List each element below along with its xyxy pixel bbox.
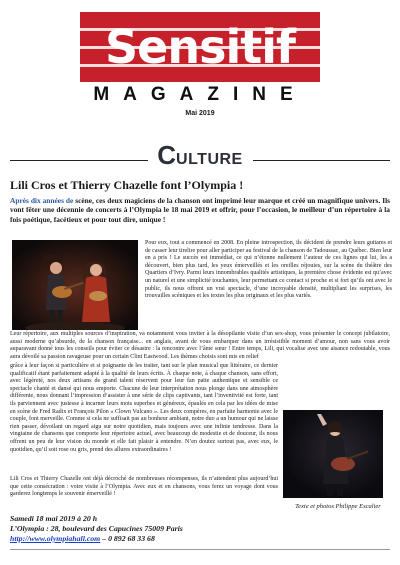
magazine-logo: [80, 12, 320, 82]
article-title: Lili Cros et Thierry Chazelle font l’Olympia !: [10, 178, 244, 192]
lead-intro: Après dix années de: [10, 196, 74, 205]
footer-rule: [10, 549, 390, 550]
section-rest: ULTURE: [176, 151, 243, 168]
event-date: Samedi 18 mai 2019 à 20 h: [10, 514, 98, 523]
logo-text: Sensitif: [105, 20, 295, 74]
issue-date: Mai 2019: [185, 110, 215, 117]
event-details: [10, 514, 300, 544]
article-paragraph-4: Lili Cros et Thierry Chazelle ont déjà décroché de nombreuses récompenses, ils n’attendent plus aujourd’hui que cette consécration : votre visite à l’Olympia. Avec eux et en chansons, vous ferez un voyage dont vous garderez longtemps le souvenir émerveillé !: [10, 476, 278, 498]
event-phone: – 0 892 68 33 68: [100, 534, 155, 543]
singer-illustration: [283, 410, 383, 498]
magazine-wordmark: MAGAZINE: [93, 84, 307, 105]
section-title: [0, 140, 400, 171]
event-venue: L’Olympia : 28, boulevard des Capucines 75009 Paris: [10, 524, 183, 533]
section-initial: C: [157, 140, 177, 170]
lead-rest: scène, ces deux magiciens de la chanson ont imprimé leur marque et créé un magnifique univers. Ils vont fêter une décennie de concerts à l’Olympia le 18 mai 2019 et offrir, pour l’occasion, le meilleur d’un répertoire à la fois poétique, facétieux et pour tout dire, unique !: [10, 196, 390, 224]
article-paragraph-2: Leur répertoire, aux multiples sources d’inspiration, va notamment vous inviter à la désopilante visite d’un sex-shop, vous présenter le concept jubilatoire, aussi moderne qu’absurde, de la chanson française... en anglais, avant de vous embarquer dans un irrésistible moment d’amour, non sans vous avoir auparavant donné tous les conseils pour éviter ce désastre : la rencontre avec l’âme sœur ! Entre temps, Lili, qui vocalise avec une aisance redoutable, vous aura dévoilé sa passion ravageuse pour un certain Clint Eastwood. Les thèmes choisis sont mis en relief: [10, 331, 390, 360]
article-lead: [10, 196, 390, 224]
event-contact: [10, 534, 300, 544]
singer-guitar-photo: [283, 410, 383, 498]
article-paragraph-1: Pour eux, tout a commencé en 2008. En pleine introspection, ils décident de prendre leurs guitares et de casser leur tirelire pour aller participer au festival de la chanson de Tadoussac, au Québec. Bien leur en a pris ! Le succès est immédiat, ce qui n’étonne nullement l’auteur de ces lignes qui lui, les a découvert, bien plus tard, les yeux émerveillés et les oreilles réjouies, sur la scène du théâtre des Quartiers d’Ivry. Parmi leurs innombrables qualités artistiques, la première chose évidente est qu’avec un naturel et une simplicité touchantes, leur permettant ce contact si proche et si fort qu’ils ont avec le public, ils nous offrent un vrai spectacle, d’une incroyable densité, multipliant les surprises, les trouvailles scéniques et les textes les plus originaux et les plus variés.: [145, 240, 392, 300]
article-paragraph-3: grâce à leur façon si particulière et si poignante de les traiter, tant sur le plan musical que littéraire, ce dernier qualificatif étant parfaitement adapté à la qualité de leurs écrits. À chaque note, à chaque chanson, sans effort, avec légèreté, nos deux artisans de grand talent réservent pour leur fan patte authentique et sensible ce spectacle chanté et dansé qui nous emporte. Chacune de leur interprétation nous plonge dans une atmosphère différente, nous donnant l’impression d’assister à une série de clips captivants, tant l’inventivité est forte, tant ils parviennent avec justesse à incarner leurs mots superbes et généreux, épaulés en cela par les idées de mise en scène de Fred Radix et François Pilon « Clown Vulcano ». Les deux compères, en parfaite harmonie avec le couple, font merveille. Comme si cela ne suffisait pas au bonheur ambiant, notre duo a un humour qui ne laisse rien passer, dévoilant un regard aigu sur notre quotidien, mais toujours avec une infinie tendresse. Dans la vingtaine de chansons que comporte leur répertoire actuel, avec beaucoup de modestie et de douceur, ils nous offrent un peu de leur vision du monde et elle fait plaisir à entendre. N’en doutez surtout pas, avec eux, le quotidien, qu’il soit rose ou gris, prend des allures extraordinaires !: [10, 363, 278, 453]
photo-credit: Texte et photos Philippe Escalier: [295, 503, 381, 510]
duo-stage-illustration: [12, 240, 138, 330]
duo-stage-photo: [12, 240, 138, 330]
venue-website-link[interactable]: http://www.olympiahall.com: [10, 534, 101, 543]
